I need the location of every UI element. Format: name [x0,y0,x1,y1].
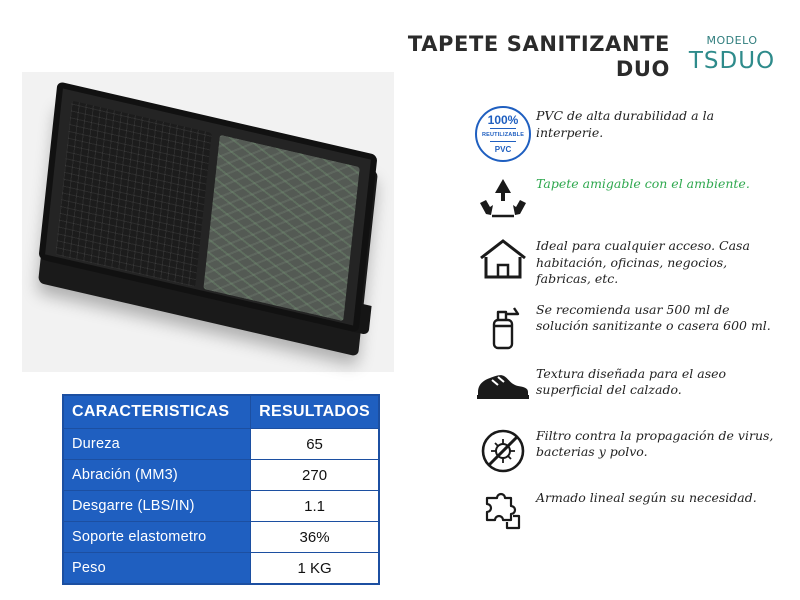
list-item [470,172,782,224]
specs-table [62,394,380,585]
feature-text: Filtro contra la propagación de virus, bacterias y polvo. [536,427,774,459]
list-item [470,234,782,288]
table-cell-result: 1 KG [251,553,379,585]
feature-list [470,104,782,548]
feature-text: Tapete amigable con el ambiente. [536,176,750,191]
badge-divider [490,141,516,142]
badge-bottom-text: PVC [494,144,512,154]
feature-text: Textura diseñada para el aseo superficial del calzado. [536,365,727,397]
table-cell-result: 1.1 [251,491,379,522]
badge-middle-text: REUTILIZABLE [481,132,525,139]
table-cell-feature: Soporte elastometro [63,522,251,553]
page-title [400,32,684,82]
list-item [470,104,782,162]
table-cell-result: 36% [251,522,379,553]
list-item [470,486,782,538]
table-row [63,460,379,491]
feature-text: Armado lineal según su necesidad. [536,489,757,505]
reusable-pvc-badge-icon [470,104,536,162]
model-value: TSDUO [688,48,776,74]
spray-bottle-icon [470,298,536,352]
badge-circle [475,106,531,162]
mat-illustration [22,72,394,372]
table-cell-feature: Abración (MM3) [63,460,251,491]
table-header-characteristics: CARACTERISTICAS [63,395,251,429]
table-cell-feature: Peso [63,553,251,585]
list-item [470,298,782,352]
table-cell-feature: Dureza [63,429,251,460]
table-row [63,522,379,553]
table-cell-result: 270 [251,460,379,491]
puzzle-icon [470,486,536,536]
title-line-1: TAPETE SANITIZANTE [407,32,670,56]
header [400,32,780,82]
recycle-icon [470,172,536,220]
feature-text: Ideal para cualquier acceso. Casa habitación, oficinas, negocios, fabricas, etc. [536,238,750,286]
model-block [684,32,780,74]
table-row [63,491,379,522]
list-item [470,424,782,476]
table-header-results: RESULTADOS [251,395,379,429]
shoe-icon [470,362,536,404]
feature-text: Se recomienda usar 500 ml de solución sanitizante o casera 600 ml. [536,301,771,333]
table-cell-feature: Desgarre (LBS/IN) [63,491,251,522]
list-item [470,362,782,414]
no-germs-icon [470,424,536,476]
mat-pad-right [203,135,360,321]
model-label: MODELO [706,34,758,47]
specs-table-head [63,395,379,429]
product-image [22,72,394,372]
house-icon [470,234,536,282]
table-row [63,553,379,585]
badge-divider [490,128,516,129]
badge-top-text: 100% [487,113,519,128]
mat-tray [38,81,377,332]
title-line-2: DUO [615,57,670,82]
specs-table-body [63,429,379,585]
table-row [63,429,379,460]
table-cell-result: 65 [251,429,379,460]
table-header-row [63,395,379,429]
mat-pad-left [55,101,212,287]
feature-text: PVC de alta durabilidad a la interperie. [536,108,715,140]
